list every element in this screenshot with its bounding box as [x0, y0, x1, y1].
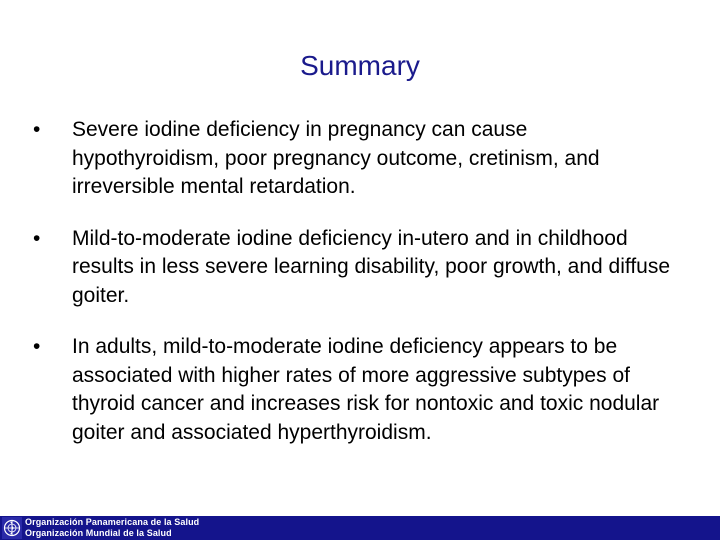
footer-org-names — [25, 517, 199, 538]
bullet-marker: • — [33, 118, 41, 141]
bullet-item — [30, 333, 680, 447]
paho-emblem-icon — [2, 517, 22, 539]
bullet-item — [30, 225, 680, 311]
bullet-marker: • — [33, 226, 41, 250]
slide-title-text: Summary — [300, 50, 420, 81]
footer-bar — [0, 516, 720, 540]
bullet-list — [30, 116, 680, 470]
footer-line-who: Organización Mundial de la Salud — [25, 527, 172, 538]
bullet-item — [30, 116, 680, 202]
bullet-text: In adults, mild-to-moderate iodine deficiency appears to be associated with higher rates of more aggressive subtypes of thyroid cancer and increases risk for nontoxic and toxic nodular goiter and associated hyperthyroidism. — [72, 335, 660, 444]
bullet-text: Severe iodine deficiency in pregnancy can cause hypothyroidism, poor pregnancy outcome, cretinism, and irreversible mental retardation. — [72, 118, 600, 198]
footer-line-paho: Organización Panamericana de la Salud — [25, 517, 200, 527]
slide-title — [0, 50, 720, 82]
bullet-marker: • — [33, 335, 41, 358]
bullet-text: Mild-to-moderate iodine deficiency in-utero and in childhood results in less severe learning disability, poor growth, and diffuse goiter. — [72, 226, 671, 307]
